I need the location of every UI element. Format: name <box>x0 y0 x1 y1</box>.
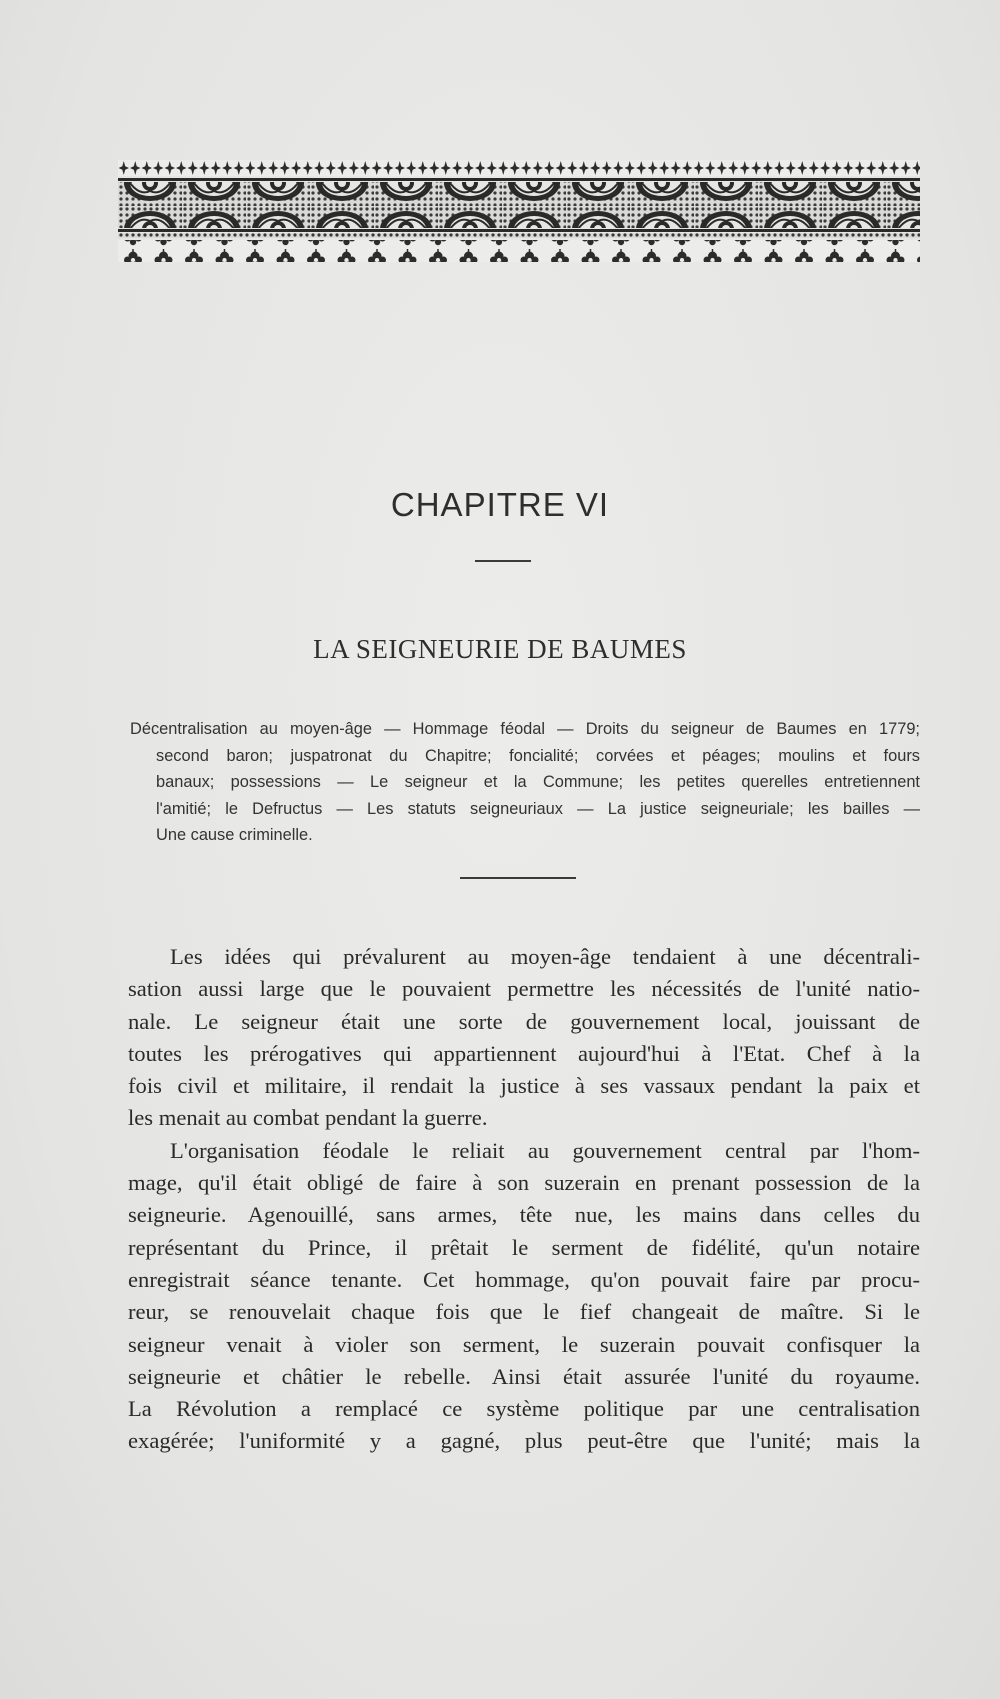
text-line: nale. Le seigneur était une sorte de gouvernement local, jouissant de <box>128 1008 920 1034</box>
summary-line: Décentralisation au moyen-âge — Hommage féodal — Droits du seigneur de Baumes en 1779; <box>130 720 920 738</box>
summary-line: second baron; juspatronat du Chapitre; foncialité; corvées et péages; moulins et fours <box>156 746 920 765</box>
text-line: Les idées qui prévalurent au moyen-âge tendaient à une décentrali- <box>170 944 920 969</box>
text-line: les menait au combat pendant la guerre. <box>128 1105 488 1131</box>
text-line: toutes les prérogatives qui appartiennent aujourd'hui à l'Etat. Chef à la <box>128 1040 920 1066</box>
chapter-title: CHAPITRE VI <box>390 486 610 523</box>
section-title: LA SEIGNEURIE DE BAUMES <box>313 634 687 664</box>
text-line: représentant du Prince, il prêtait le serment de fidélité, qu'un notaire <box>128 1234 920 1260</box>
text-line: exagérée; l'uniformité y a gagné, plus peut-être que l'unité; mais la <box>128 1428 920 1454</box>
text-line: enregistrait séance tenante. Cet hommage, qu'on pouvait faire par procu- <box>128 1266 920 1292</box>
text-line: seigneurie et châtier le rebelle. Ainsi était assurée l'unité du royaume. <box>128 1363 920 1389</box>
summary-line: l'amitié; le Defructus — Les statuts seigneuriaux — La justice seigneuriale; les bailles — <box>156 799 920 818</box>
text-line: reur, se renouvelait chaque fois que le fief changeait de maître. Si le <box>128 1299 920 1325</box>
text-line: sation aussi large que le pouvaient permettre les nécessités de l'unité natio- <box>128 976 920 1002</box>
summary-line: Une cause criminelle. <box>156 826 313 844</box>
text-line: mage, qu'il était obligé de faire à son suzerain en prenant possession de la <box>128 1170 920 1196</box>
chapter-summary <box>130 716 920 849</box>
text-line: seigneur venait à violer son serment, le suzerain pouvait confisquer la <box>128 1331 920 1357</box>
paragraph <box>128 941 920 1135</box>
text-line: seigneurie. Agenouillé, sans armes, tête nue, les mains dans celles du <box>128 1202 920 1228</box>
divider-rule <box>475 560 531 562</box>
text-line: La Révolution a remplacé ce système politique par une centralisation <box>128 1396 920 1422</box>
text-line: L'organisation féodale le reliait au gouvernement central par l'hom- <box>170 1137 920 1163</box>
paragraph <box>128 1135 920 1458</box>
summary-line: banaux; possessions — Le seigneur et la Commune; les petites querelles entretiennent <box>156 773 920 791</box>
text-line: fois civil et militaire, il rendait la justice à ses vassaux pendant la paix et <box>128 1073 920 1099</box>
body-text <box>128 941 920 1458</box>
decorative-header-band <box>118 160 920 270</box>
divider-rule <box>460 877 576 879</box>
